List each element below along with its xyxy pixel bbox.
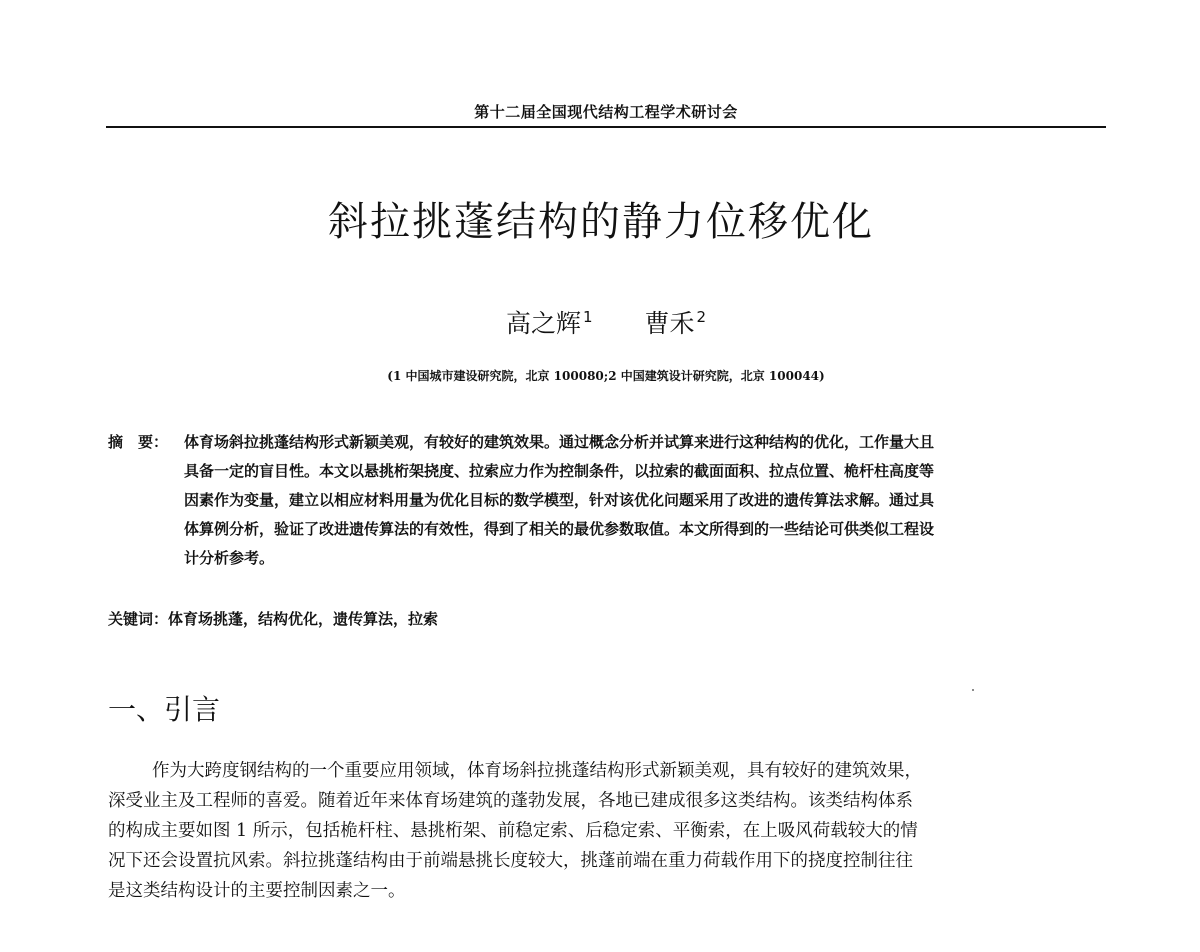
running-header: 第十二届全国现代结构工程学术研讨会 [474, 103, 738, 121]
body-line: 深受业主及工程师的喜爱。随着近年来体育场建筑的蓬勃发展，各地已建成很多这类结构。该类结构体系 [108, 791, 913, 811]
abstract [108, 428, 1106, 573]
body-line: 的构成主要如图 1 所示，包括桅杆柱、悬挑桁架、前稳定索、后稳定索、平衡索，在上吸风荷载较大的情 [108, 821, 918, 841]
abstract-line: 体育场斜拉挑蓬结构形式新颖美观，有较好的建筑效果。通过概念分析并试算来进行这种结构的优化，工作量大且 [184, 433, 935, 451]
keywords-text: 体育场挑蓬，结构优化，遗传算法，拉索 [168, 610, 439, 628]
author-affiliation-mark: 2 [696, 308, 707, 326]
author-name: 曹禾 [644, 309, 695, 338]
abstract-line: 体算例分析，验证了改进遗传算法的有效性，得到了相关的最优参数取值。本文所得到的一些结论可供类似工程设 [184, 520, 935, 538]
paper-title: 斜拉挑蓬结构的静力位移优化 [328, 199, 874, 245]
section-heading: 一、引言 [108, 693, 221, 726]
author-name: 高之辉 [505, 309, 581, 338]
scan-speck [972, 689, 974, 691]
keywords [108, 605, 1106, 634]
keywords-label: 关键词： [108, 610, 169, 628]
abstract-line: 因素作为变量，建立以相应材料用量为优化目标的数学模型，针对该优化问题采用了改进的遗传算法求解。通过具 [184, 491, 935, 509]
author-list [106, 304, 1106, 340]
abstract-label: 摘 要： [108, 433, 169, 451]
body-line: 况下还会设置抗风索。斜拉挑蓬结构由于前端悬挑长度较大，挑蓬前端在重力荷载作用下的挠度控制往往 [108, 851, 913, 871]
abstract-line: 具备一定的盲目性。本文以悬挑桁架挠度、拉索应力作为控制条件，以拉索的截面面积、拉点位置、桅杆柱高度等 [184, 462, 935, 480]
header-rule [106, 126, 1106, 128]
body-line: 作为大跨度钢结构的一个重要应用领域，体育场斜拉挑蓬结构形式新颖美观，具有较好的建筑效果， [152, 761, 922, 781]
author-affiliation-mark: 1 [583, 308, 593, 326]
abstract-line: 计分析参考。 [184, 549, 275, 567]
abstract-text [184, 428, 1106, 573]
section-body [108, 756, 1106, 906]
affiliation: (1 中国城市建设研究院，北京 100080;2 中国建筑设计研究院，北京 100044) [387, 369, 825, 383]
body-line: 是这类结构设计的主要控制因素之一。 [108, 881, 406, 901]
